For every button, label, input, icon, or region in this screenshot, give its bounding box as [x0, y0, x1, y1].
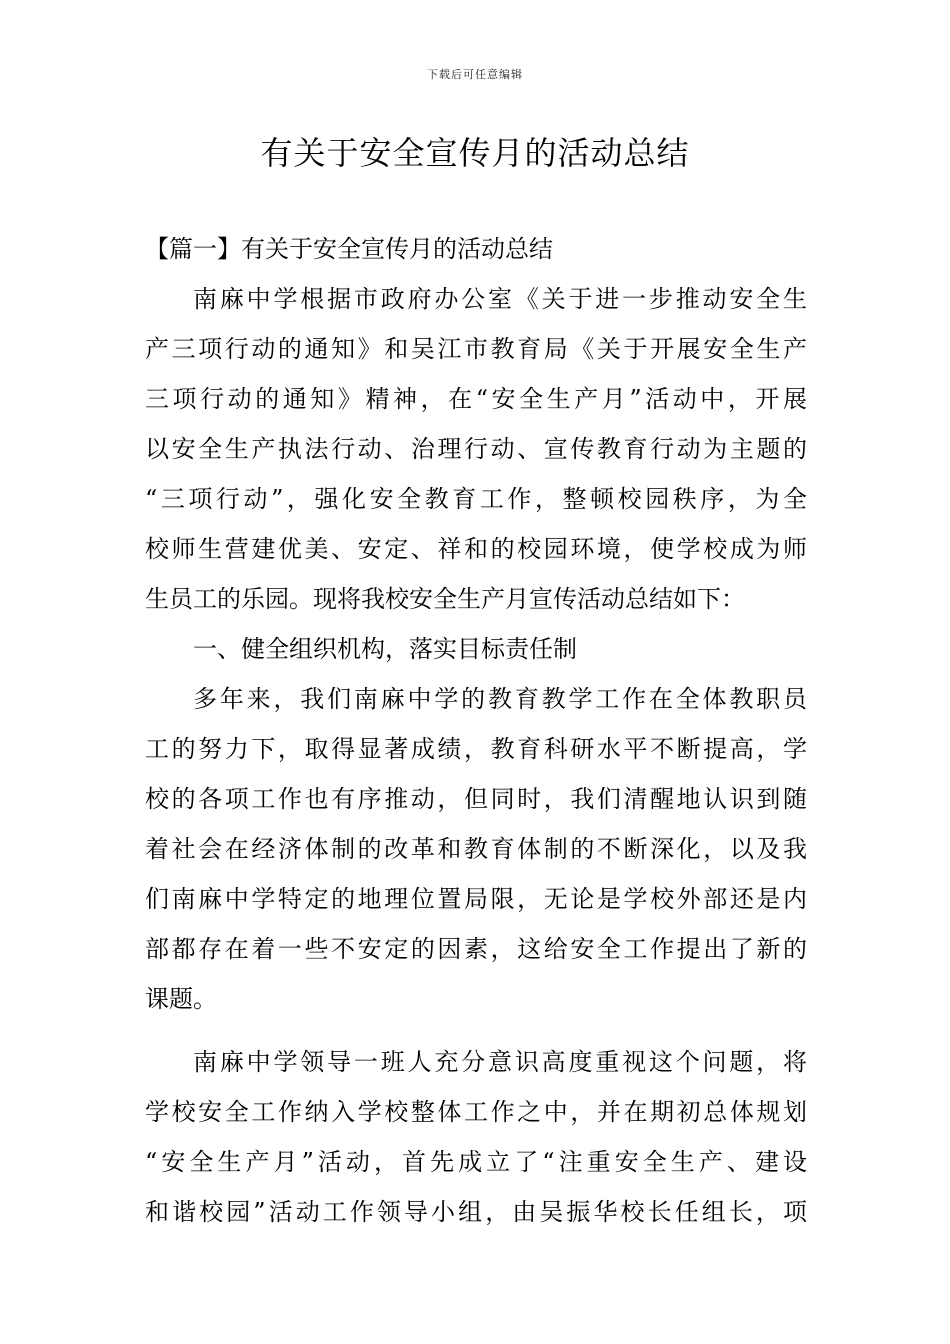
- paragraph-line: 多年来，我们南麻中学的教育教学工作在全体教职员: [193, 685, 807, 713]
- paragraph-line: 产三项行动的通知》和吴江市教育局《关于开展安全生产: [145, 335, 807, 363]
- document-title: 有关于安全宣传月的活动总结: [260, 134, 690, 172]
- paragraph-line: 着社会在经济体制的改革和教育体制的不断深化，以及我: [145, 835, 807, 863]
- paragraph-line: 以安全生产执法行动、治理行动、宣传教育行动为主题的: [145, 435, 807, 463]
- paragraph-line: 三项行动的通知》精神，在“安全生产月”活动中，开展: [145, 385, 807, 413]
- paragraph-line: 们南麻中学特定的地理位置局限，无论是学校外部还是内: [145, 885, 807, 913]
- paragraph-line: 课题。: [145, 985, 217, 1013]
- section-heading: 【篇一】有关于安全宣传月的活动总结: [145, 235, 553, 263]
- paragraph-line: 南麻中学根据市政府办公室《关于进一步推动安全生: [193, 285, 807, 313]
- paragraph-line: 学校安全工作纳入学校整体工作之中，并在期初总体规划: [145, 1098, 807, 1126]
- header-note: 下载后可任意编辑: [427, 68, 523, 81]
- document-body: [145, 224, 807, 1237]
- paragraph-1: [145, 274, 807, 624]
- paragraph-line: 生员工的乐园。现将我校安全生产月宣传活动总结如下：: [145, 585, 745, 613]
- paragraph-line: 工的努力下，取得显著成绩，教育科研水平不断提高，学: [145, 735, 807, 763]
- paragraph-3: [145, 1037, 807, 1237]
- paragraph-line: 校师生营建优美、安定、祥和的校园环境，使学校成为师: [145, 535, 807, 563]
- paragraph-spacer: [145, 1024, 807, 1037]
- paragraph-line: 部都存在着一些不安定的因素，这给安全工作提出了新的: [145, 935, 807, 963]
- paragraph-2: [145, 674, 807, 1024]
- paragraph-line: “三项行动”，强化安全教育工作，整顿校园秩序，为全: [145, 485, 807, 513]
- paragraph-line: 校的各项工作也有序推动，但同时，我们清醒地认识到随: [145, 785, 807, 813]
- subsection-heading-text: 一、健全组织机构，落实目标责任制: [193, 635, 577, 663]
- paragraph-line: “安全生产月”活动，首先成立了“注重安全生产、建设: [145, 1148, 807, 1176]
- subsection-heading: [145, 624, 807, 674]
- paragraph-line: 南麻中学领导一班人充分意识高度重视这个问题，将: [193, 1048, 807, 1076]
- paragraph-line: 和谐校园”活动工作领导小组，由吴振华校长任组长，项: [145, 1198, 807, 1226]
